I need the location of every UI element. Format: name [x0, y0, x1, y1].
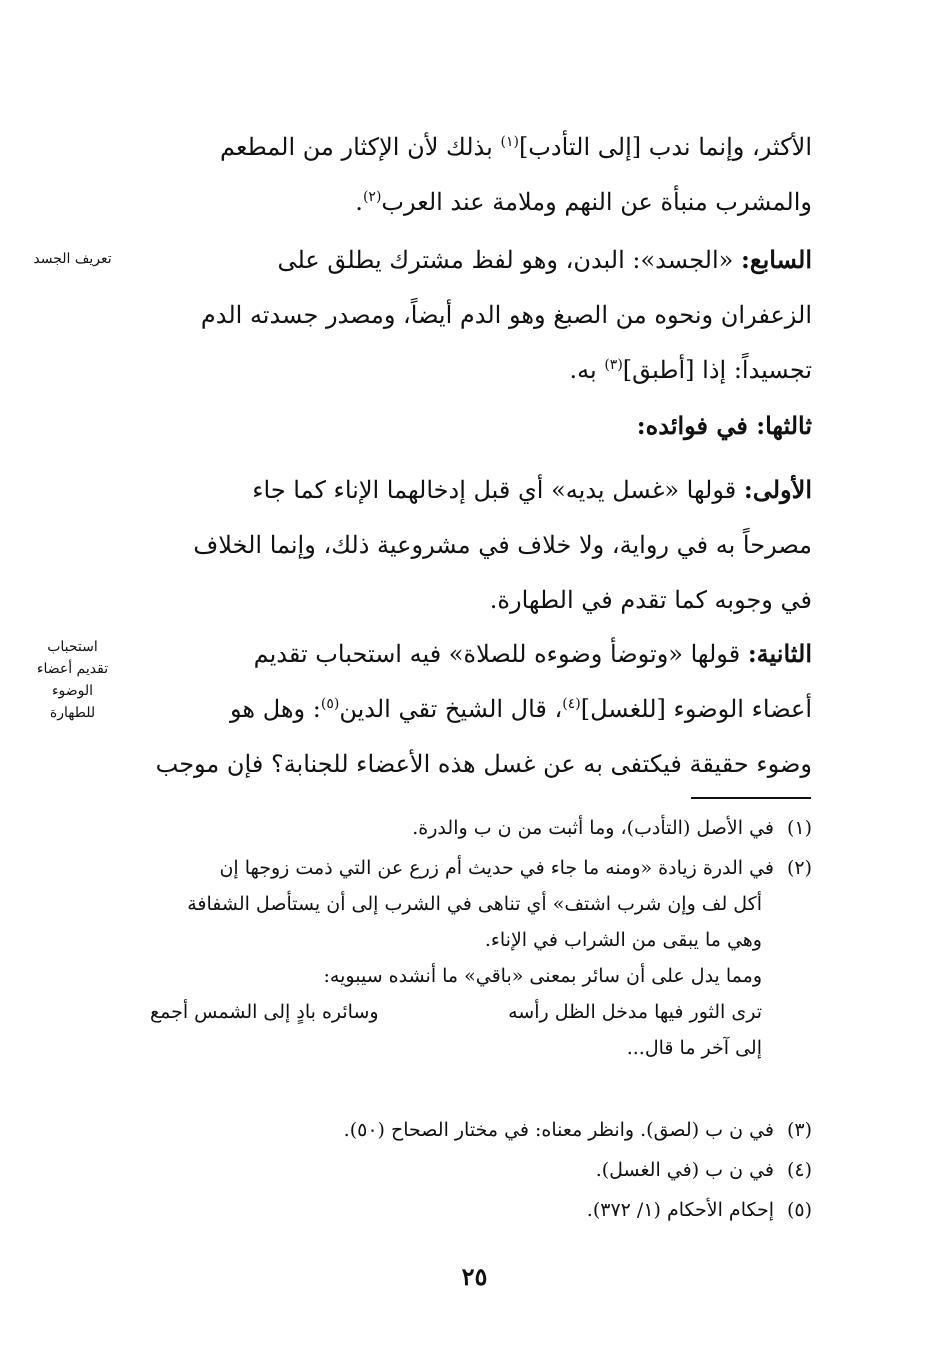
margin-note-definition: تعريف الجسد: [33, 251, 112, 267]
verse-hemistich-second: وسائره بادٍ إلى الشمس أجمع: [150, 1001, 379, 1023]
footnote-number: (٢): [786, 857, 812, 879]
footnote-number: (٣): [786, 1119, 812, 1141]
footnote-1: (١)في الأصل (التأدب)، وما أثبت من ن ب والدرة.: [150, 810, 812, 846]
paragraph-label: السابع:: [740, 245, 812, 274]
footnote-ref[interactable]: (١): [500, 134, 519, 150]
paragraph-2: [150, 232, 812, 398]
text-line: أعضاء الوضوء [للغسل]$^{(٤)}$، قال الشيخ تقي الدين$^{(٥)}$: وهل هو: [230, 695, 812, 723]
footnote-number: (٥): [786, 1199, 812, 1221]
text-line: مصرحاً به في رواية، ولا خلاف في مشروعية ذلك، وإنما الخلاف: [193, 531, 812, 559]
footnote-ref[interactable]: (٢): [362, 189, 382, 205]
footnote-separator: [691, 797, 811, 799]
paragraph-4: [150, 626, 812, 792]
text-line: الأكثر، وإنما ندب [إلى التأدب]$^{(١)}$ بذلك لأن الإكثار من المطعم: [220, 133, 812, 161]
footnote-number: (٤): [786, 1159, 812, 1181]
margin-note-wudu: استحباب تقديم أعضاء الوضوء للطهارة: [36, 639, 109, 721]
verse-hemistich-first: ترى الثور فيها مدخل الظل رأسه: [508, 1001, 762, 1023]
text-line: الزعفران ونحوه من الصبغ وهو الدم أيضاً، ومصدر جسدته الدم: [200, 301, 812, 329]
footnote-5: (٥)إحكام الأحكام (١/ ٣٧٢).: [150, 1192, 812, 1228]
text-line: الأولى: قولها «غسل يديه» أي قبل إدخالهما الإناء كما جاء: [252, 475, 812, 504]
footnote-2: (٢)في الدرة زيادة «ومنه ما جاء في حديث أم زرع عن التي ذمت زوجها إن أكل لف وإن شرب اشتف» أي تناهى في الشرب إلى أن يستأصل الشفافة وهي ما يبقى من الشراب في الإناء. ومما يدل على أن سائر بمعنى «باقي» ما أنشده سيبويه: ترى الثور فيها مدخل الظل رأسه وسائره بادٍ إلى الشمس أجمع إلى آخر ما قال...: [150, 850, 812, 1066]
footnote-3: (٣)في ن ب (لصق). وانظر معناه: في مختار الصحاح (٥٠).: [150, 1112, 812, 1148]
text-line: في وجوبه كما تقدم في الطهارة.: [489, 586, 812, 614]
footnote-4: (٤)في ن ب (في الغسل).: [150, 1152, 812, 1188]
paragraph-label: الثانية:: [747, 639, 812, 668]
text-line: السابع: «الجسد»: البدن، وهو لفظ مشترك يطلق على: [277, 245, 812, 274]
paragraph-1: [150, 120, 812, 230]
page-number: ٢٥: [461, 1262, 488, 1291]
paragraph-label: الأولى:: [743, 475, 812, 504]
footnote-ref[interactable]: (٣): [604, 357, 623, 373]
footnote-ref[interactable]: (٤): [562, 696, 581, 712]
footnote-ref[interactable]: (٥): [320, 696, 340, 712]
section-heading: ثالثها: في فوائده:: [636, 411, 812, 440]
footnote-number: (١): [786, 817, 812, 839]
poetry-verse: [150, 994, 812, 1030]
text-line: تجسيداً: إذا [أطبق]$^{(٣)}$ به.: [569, 356, 812, 384]
text-line: الثانية: قولها «وتوضأ وضوءه للصلاة» فيه استحباب تقديم: [253, 639, 812, 668]
text-line: وضوء حقيقة فيكتفى به عن غسل هذه الأعضاء للجنابة؟ فإن موجب: [155, 750, 812, 778]
paragraph-3: [150, 462, 812, 628]
text-line: والمشرب منبأة عن النهم وملامة عند العرب$^{(٢)}$.: [355, 188, 812, 216]
